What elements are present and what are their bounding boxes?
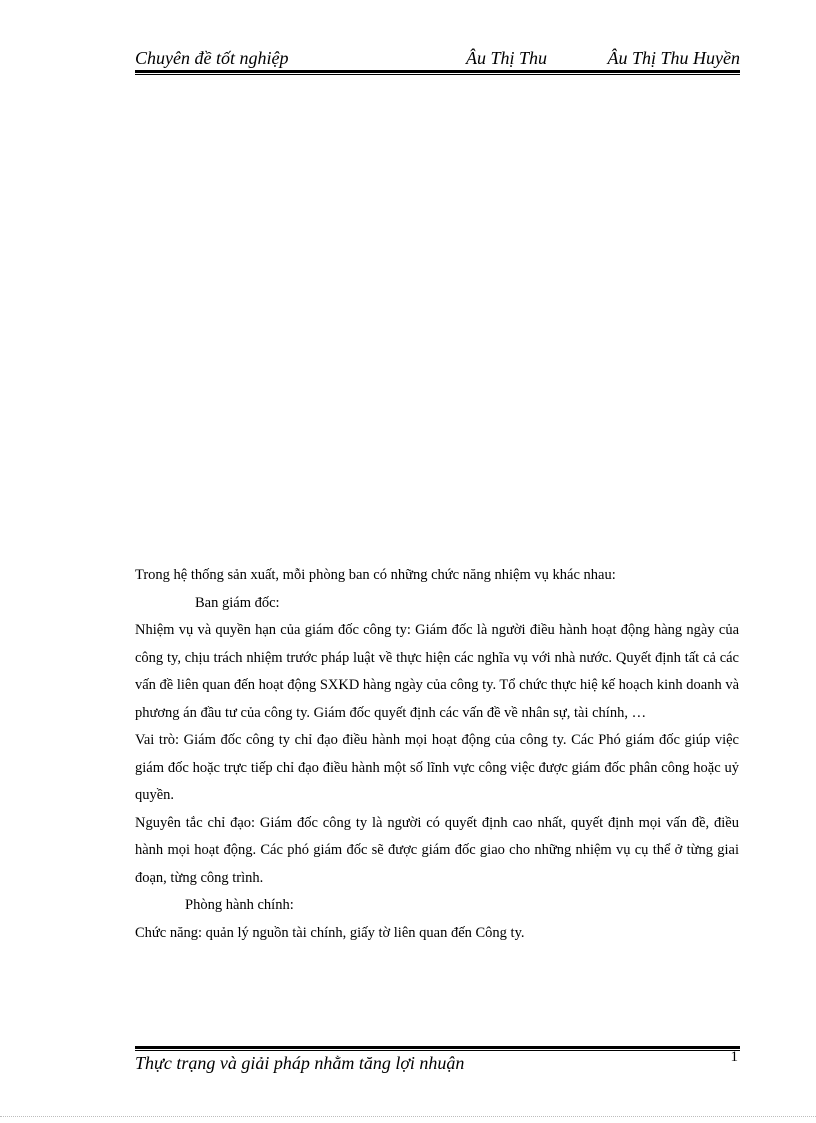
header-author-short: Âu Thị Thu <box>466 48 548 68</box>
role-paragraph: Vai trò: Giám đốc công ty chỉ đạo điều hành mọi hoạt động của công ty. Các Phó giám đốc giúp việc giám đốc hoặc trực tiếp chỉ đạo điều hành một số lĩnh vực công việc được giám đốc phân công hoặc uỷ quyền. <box>135 732 739 803</box>
page-footer <box>135 1049 740 1079</box>
intro-paragraph: Trong hệ thống sản xuất, mỗi phòng ban có những chức năng nhiệm vụ khác nhau: <box>135 567 616 583</box>
section-heading-board: Ban giám đốc: <box>195 594 280 611</box>
function-paragraph: Chức năng: quản lý nguồn tài chính, giấy tờ liên quan đến Công ty. <box>135 924 525 941</box>
header-author-full: Âu Thị Thu Huyền <box>607 48 740 68</box>
footer-title: Thực trạng và giải pháp nhằm tăng lợi nhuận <box>135 1053 465 1073</box>
page-bottom-edge <box>0 1116 816 1117</box>
footer-divider <box>135 1046 740 1051</box>
duties-paragraph: Nhiệm vụ và quyền hạn của giám đốc công ty: Giám đốc là người điều hành hoạt động hàng ngày của công ty, chịu trách nhiệm trước pháp luật về thực hiện các nghĩa vụ với nhà nước. Quyết định tất cả các vấn đề liên quan đến hoạt động SXKD hàng ngày của công ty. Tổ chức thực hiệ kế hoạch kinh doanh và phương án đầu tư của công ty. Giám đốc quyết định các vấn đề về nhân sự, tài chính, … <box>135 622 740 721</box>
principle-paragraph: Nguyên tắc chỉ đạo: Giám đốc công ty là người có quyết định cao nhất, quyết định mọi vấn đề, điều hành mọi hoạt động. Các phó giám đốc sẽ được giám đốc giao cho những nhiệm vụ cụ thể ở từng giai đoạn, từng công trình. <box>135 814 739 886</box>
document-body <box>135 562 739 947</box>
header-divider <box>135 70 740 75</box>
header-document-type: Chuyên đề tốt nghiệp <box>135 48 289 68</box>
section-heading-admin: Phòng hành chính: <box>185 897 294 913</box>
page-header <box>135 46 740 70</box>
page-number: 1 <box>730 1049 738 1065</box>
